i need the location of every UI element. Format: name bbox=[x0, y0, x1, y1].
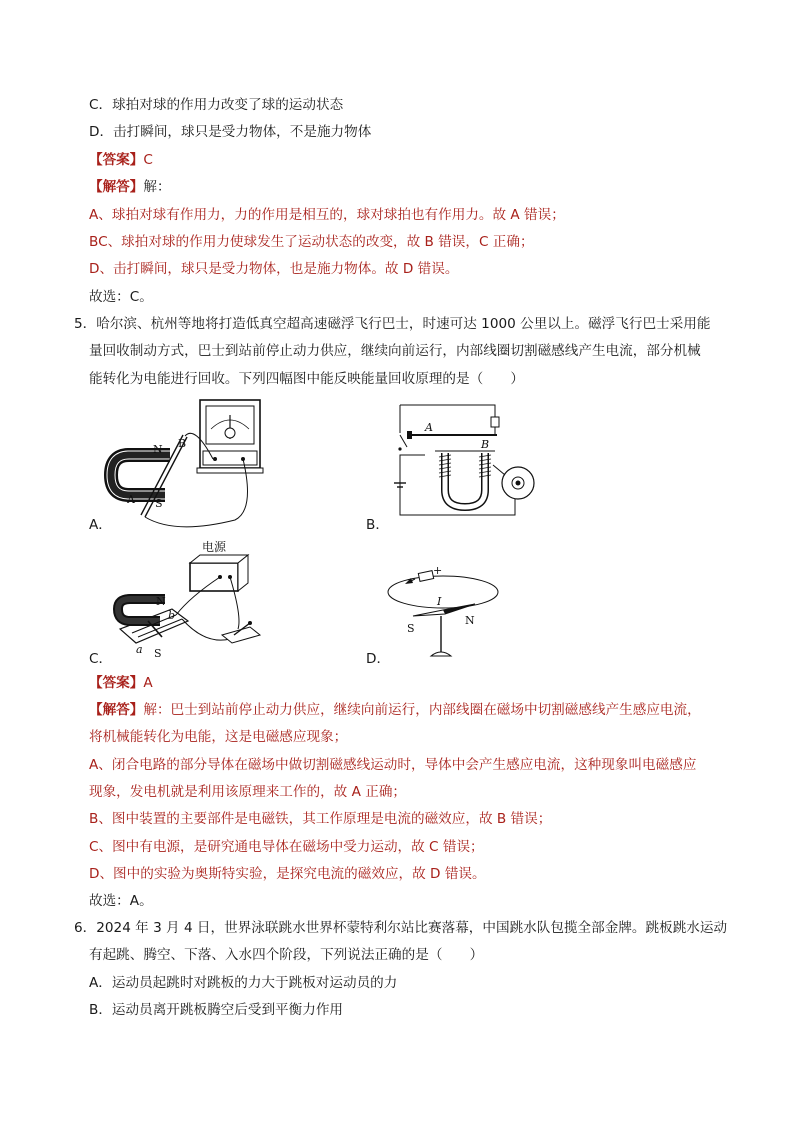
fig-c-label-s: S bbox=[154, 647, 162, 660]
q4-analysis-line: A、球拍对球有作用力，力的作用是相互的，球对球拍也有作用力。故 A 错误； bbox=[89, 207, 565, 223]
fig-d-label-plus: + bbox=[433, 564, 443, 577]
q5-analysis-line: D、图中的实验为奥斯特实验，是探究电流的磁效应，故 D 错误。 bbox=[89, 866, 486, 882]
fig-d-label-s: S bbox=[407, 622, 415, 635]
q4-analysis-line: BC、球拍对球的作用力使球发生了运动状态的改变，故 B 错误，C 正确； bbox=[89, 234, 534, 250]
fig-b-label-a: A bbox=[425, 421, 433, 434]
q4-analysis-header bbox=[89, 177, 171, 197]
fig-c-label-n: N bbox=[156, 595, 166, 608]
q6-stem-line: 6．2024 年 3 月 4 日，世界泳联跳水世界杯蒙特利尔站比赛落幕，中国跳水队包揽全部金牌。跳板跳水运动 bbox=[74, 920, 728, 936]
q5-option-c-label: C． bbox=[89, 651, 113, 667]
fig-a-label-n: N bbox=[153, 443, 163, 456]
q5-analysis-line: C、图中有电源，是研究通电导体在磁场中受力运动，故 C 错误； bbox=[89, 839, 484, 855]
fig-b-label-b: B bbox=[481, 438, 490, 451]
q6-option-b: B．运动员离开跳板腾空后受到平衡力作用 bbox=[89, 1002, 344, 1018]
figure-b bbox=[385, 395, 555, 530]
figure-c bbox=[110, 537, 270, 662]
q5-answer bbox=[89, 673, 153, 693]
fig-a-label-a: A bbox=[127, 493, 135, 506]
q4-choose: 故选：C。 bbox=[89, 289, 153, 305]
q5-stem-line: 量回收制动方式，巴士到站前停止动力供应，继续向前运行，内部线圈切割磁感线产生电流，部分机械 bbox=[89, 343, 701, 359]
q4-answer bbox=[89, 150, 153, 170]
q5-option-b-label: B． bbox=[366, 517, 389, 533]
answer-value: C bbox=[143, 152, 153, 168]
figure-a bbox=[105, 395, 285, 530]
q5-analysis-header bbox=[89, 700, 701, 720]
answer-tag: 【答案】 bbox=[89, 152, 144, 168]
q4-option-c: C．球拍对球的作用力改变了球的运动状态 bbox=[89, 97, 344, 113]
q6-stem-line: 有起跳、腾空、下落、入水四个阶段，下列说法正确的是（ ） bbox=[89, 947, 484, 963]
q5-option-a-label: A． bbox=[89, 517, 112, 533]
figure-d bbox=[383, 560, 513, 665]
q5-analysis-line: B、图中装置的主要部件是电磁铁，其工作原理是电流的磁效应，故 B 错误； bbox=[89, 811, 552, 827]
fig-c-power-label: 电源 bbox=[202, 540, 227, 554]
answer-tag: 【答案】 bbox=[89, 675, 144, 691]
q5-analysis-line: A、闭合电路的部分导体在磁场中做切割磁感线运动时，导体中会产生感应电流，这种现象叫电磁感应 bbox=[89, 757, 697, 773]
analysis-tag: 【解答】 bbox=[89, 179, 144, 195]
q6-option-a: A．运动员起跳时对跳板的力大于跳板对运动员的力 bbox=[89, 975, 398, 991]
fig-a-label-b: B bbox=[178, 437, 187, 450]
q5-stem-line: 能转化为电能进行回收。下列四幅图中能反映能量回收原理的是（ ） bbox=[89, 371, 524, 387]
q5-option-d-label: D． bbox=[366, 651, 391, 667]
fig-c-label-b: b bbox=[168, 609, 176, 622]
fig-a-label-s: S bbox=[155, 497, 163, 510]
q4-option-d: D．击打瞬间，球只是受力物体，不是施力物体 bbox=[89, 124, 372, 140]
fig-d-label-n: N bbox=[465, 614, 475, 627]
q5-choose: 故选：A。 bbox=[89, 893, 153, 909]
q5-analysis-line: 将机械能转化为电能，这是电磁感应现象； bbox=[89, 729, 348, 745]
analysis-tag: 【解答】 bbox=[89, 702, 144, 718]
q5-analysis-line: 现象，发电机就是利用该原理来工作的，故 A 正确； bbox=[89, 784, 407, 800]
fig-c-label-a: a bbox=[136, 643, 143, 656]
q4-analysis-line: D、击打瞬间，球只是受力物体，也是施力物体。故 D 错误。 bbox=[89, 261, 459, 277]
answer-value: A bbox=[143, 675, 153, 691]
q5-stem-line: 5．哈尔滨、杭州等地将打造低真空超高速磁浮飞行巴士，时速可达 1000 公里以上。磁浮飞行巴士采用能 bbox=[74, 316, 711, 332]
analysis-intro: 解： bbox=[143, 179, 171, 195]
fig-d-label-i: I bbox=[437, 595, 442, 608]
q5-analysis-line: 解：巴士到站前停止动力供应，继续向前运行，内部线圈在磁场中切割磁感线产生感应电流， bbox=[143, 702, 701, 718]
